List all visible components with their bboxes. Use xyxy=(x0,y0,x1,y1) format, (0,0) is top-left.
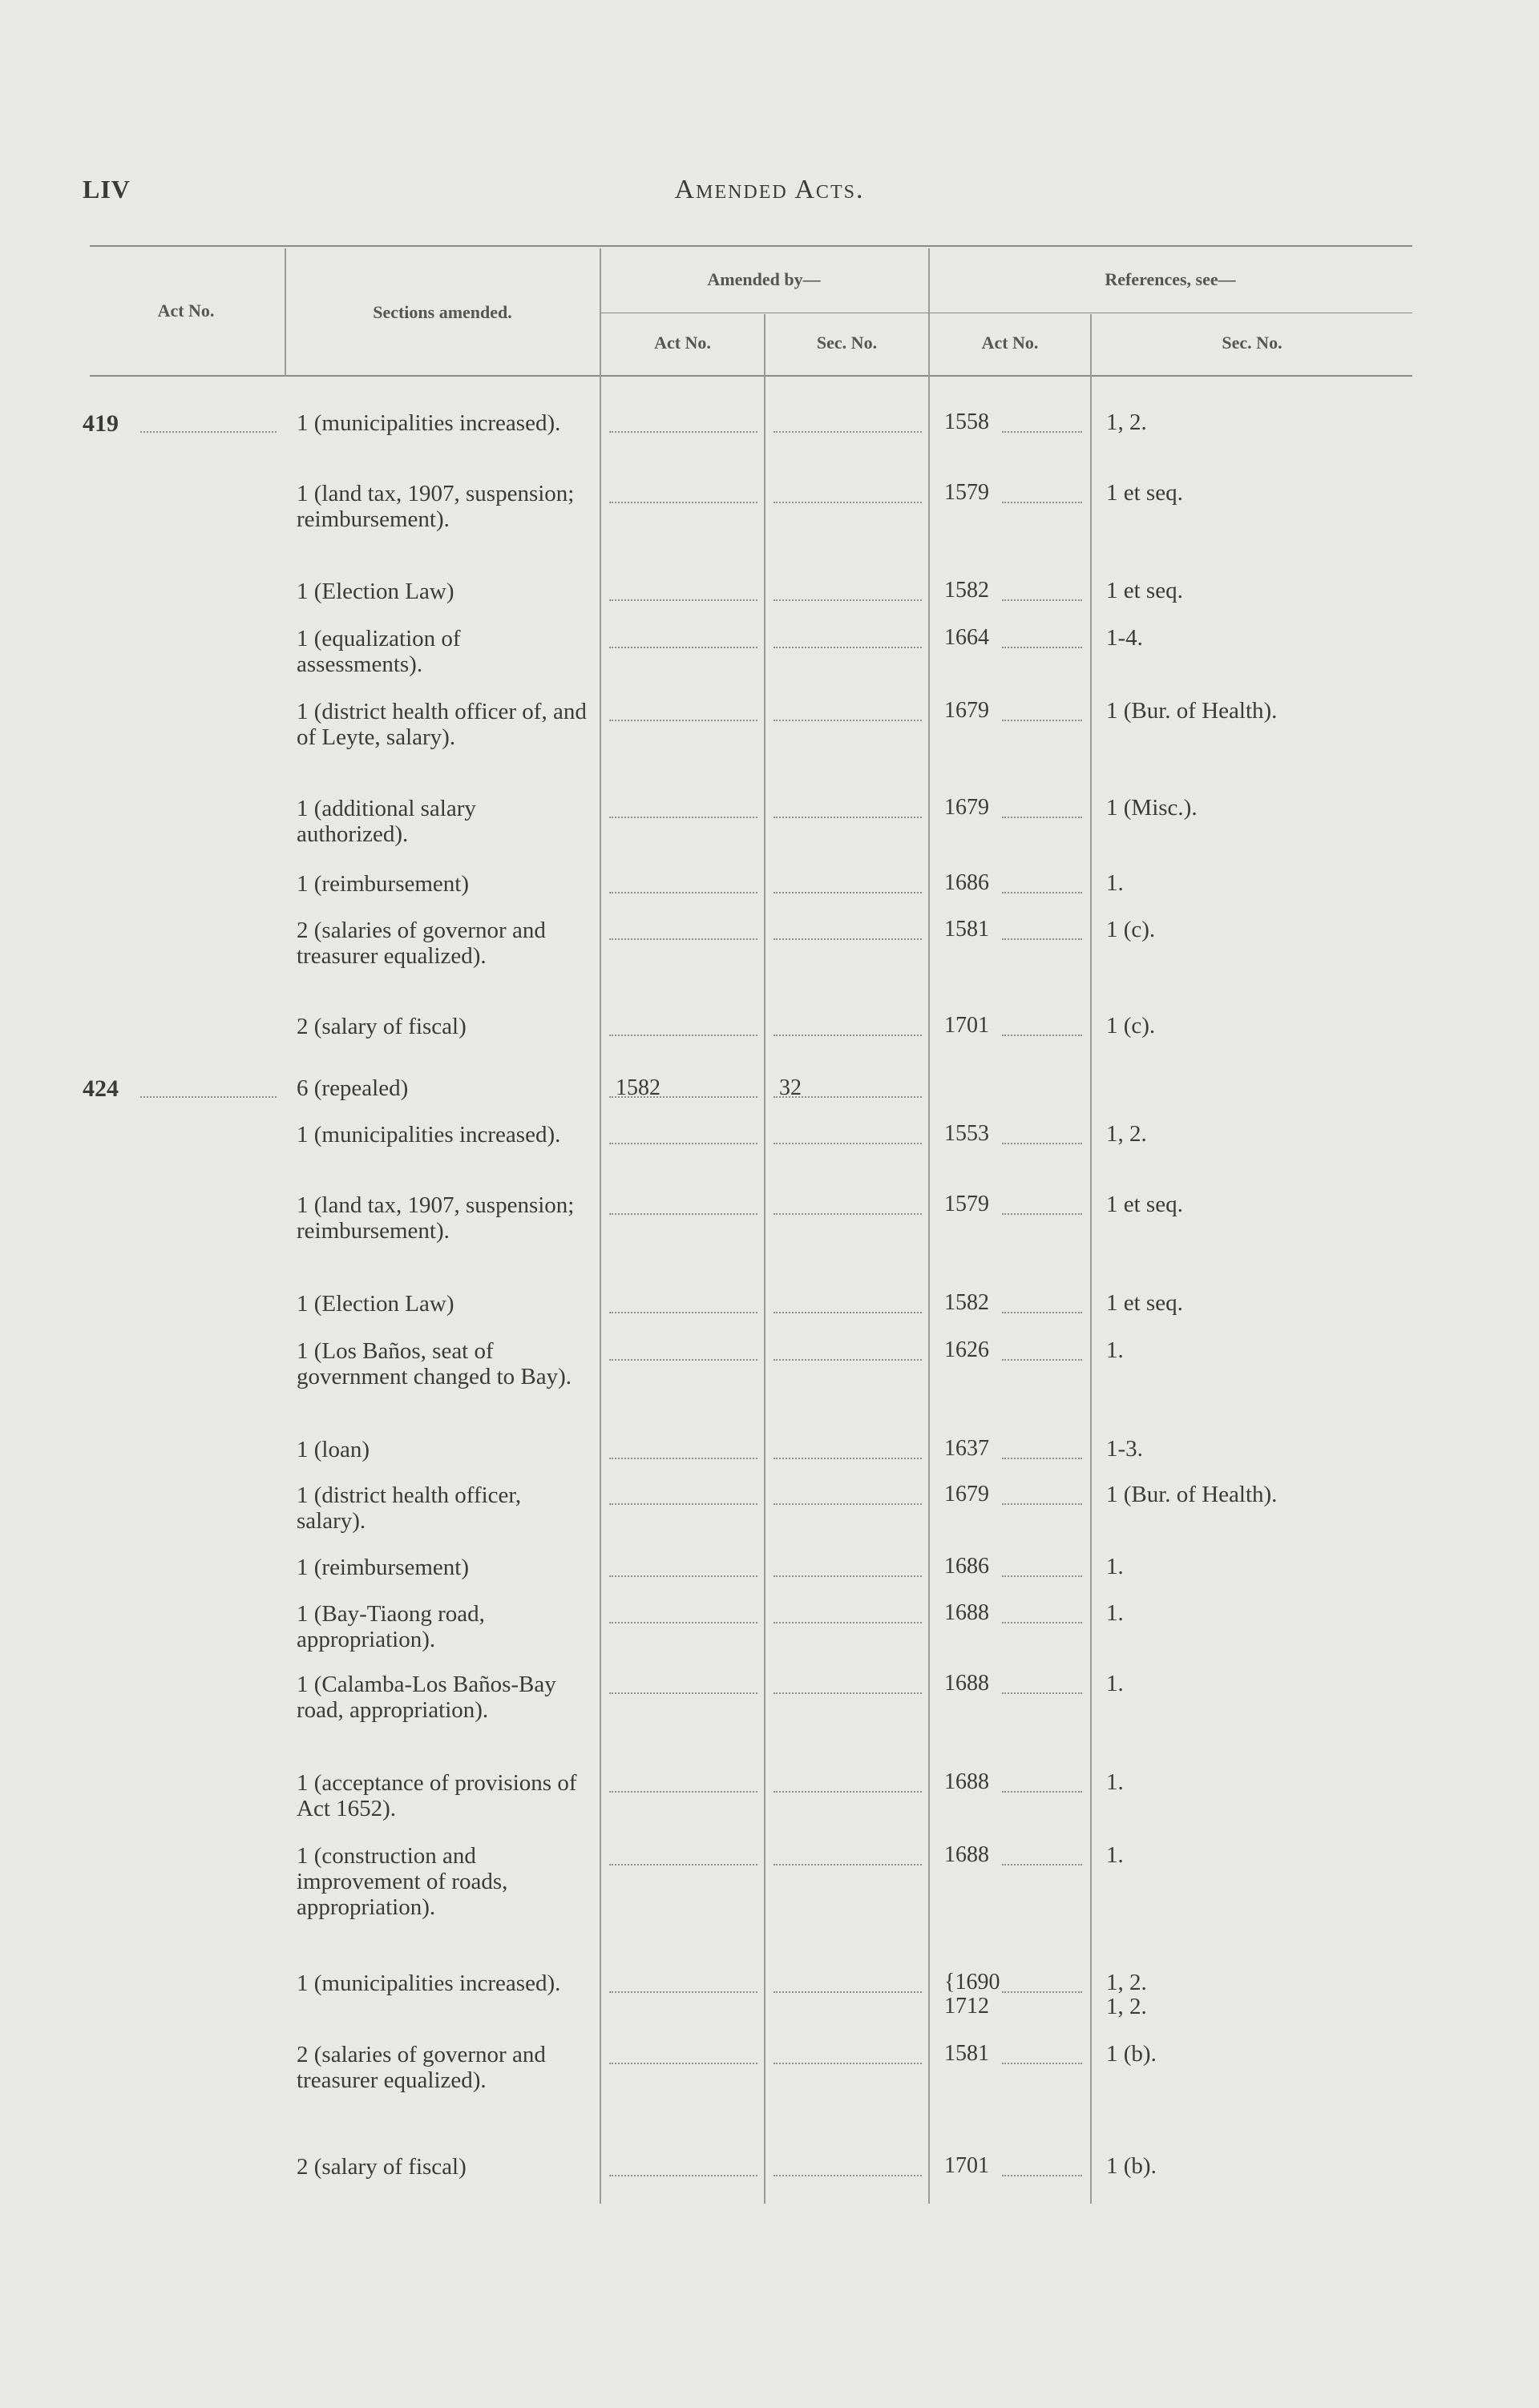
page-title: Amended Acts. xyxy=(674,175,865,204)
page-number: LIV xyxy=(83,175,131,204)
reference-section-number: 1 (c). xyxy=(1106,917,1156,942)
section-amended: 1 (municipalities increased). xyxy=(297,1970,561,1996)
section-amended: 1 (acceptance of provisions of Act 1652). xyxy=(297,1770,577,1821)
leader-dots xyxy=(1002,502,1082,503)
leader-dots xyxy=(609,1359,757,1361)
reference-section-number: 1 et seq. xyxy=(1106,480,1183,506)
leader-dots xyxy=(1002,1864,1082,1865)
reference-section-number: 1 (c). xyxy=(1106,1013,1156,1039)
leader-dots xyxy=(774,1359,922,1361)
leader-dots xyxy=(774,1458,922,1459)
header-act-no: Act No. xyxy=(157,300,215,321)
reference-act-number: 1688 xyxy=(944,1600,989,1625)
leader-dots xyxy=(1002,647,1082,648)
section-amended: 1 (district health officer, salary). xyxy=(297,1482,522,1534)
reference-section-number: 1. xyxy=(1106,1337,1124,1363)
header-sections-amended: Sections amended. xyxy=(373,302,512,322)
section-amended: 2 (salary of fiscal) xyxy=(297,2154,467,2180)
reference-section-number: 1. xyxy=(1106,1600,1124,1626)
leader-dots xyxy=(774,1991,922,1993)
reference-section-number: 1-3. xyxy=(1106,1436,1143,1462)
act-number: 424 xyxy=(83,1075,119,1102)
leader-dots xyxy=(774,1692,922,1694)
leader-dots xyxy=(609,599,757,601)
section-amended: 1 (Election Law) xyxy=(297,579,454,604)
section-amended: 1 (Election Law) xyxy=(297,1291,454,1317)
leader-dots xyxy=(609,1035,757,1036)
act-number: 419 xyxy=(83,410,119,437)
reference-section-number: 1 et seq. xyxy=(1106,1192,1183,1217)
leader-dots xyxy=(609,1991,757,1993)
reference-act-number: 1626 xyxy=(944,1337,989,1362)
reference-act-number: 1664 xyxy=(944,625,989,650)
leader-dots xyxy=(609,720,757,721)
leader-dots xyxy=(609,1503,757,1505)
header-amended-act: Act No. xyxy=(654,333,711,353)
leader-dots xyxy=(774,2063,922,2064)
section-amended: 1 (reimbursement) xyxy=(297,871,470,897)
section-amended: 1 (loan) xyxy=(297,1437,370,1462)
reference-section-number: 1 (b). xyxy=(1106,2153,1157,2179)
leader-dots xyxy=(609,817,757,818)
leader-dots xyxy=(774,1035,922,1036)
reference-section-number: 1. xyxy=(1106,1671,1124,1696)
leader-dots xyxy=(774,720,922,721)
section-amended: 1 (Calamba-Los Baños-Bay road, appropriation). xyxy=(297,1672,556,1723)
reference-section-number: 1-4. xyxy=(1106,625,1143,651)
leader-dots xyxy=(774,1864,922,1865)
section-amended: 1 (construction and improvement of roads, appropriation). xyxy=(297,1843,508,1920)
leader-dots xyxy=(774,938,922,940)
leader-dots xyxy=(1002,1312,1082,1313)
col-divider-4 xyxy=(928,248,930,2204)
reference-act-number: 1582 xyxy=(944,578,989,603)
leader-dots xyxy=(774,1503,922,1505)
leader-dots xyxy=(609,1622,757,1623)
leader-dots xyxy=(609,1575,757,1577)
leader-dots xyxy=(774,817,922,818)
reference-act-number: 1688 xyxy=(944,1769,989,1794)
leader-dots xyxy=(774,1312,922,1313)
reference-act-number: 1679 xyxy=(944,795,989,820)
leader-dots xyxy=(774,2175,922,2176)
header-ref-act: Act No. xyxy=(981,333,1039,353)
table-top-rule xyxy=(90,245,1412,247)
section-amended: 1 (land tax, 1907, suspension; reimbursement). xyxy=(297,1192,575,1244)
leader-dots xyxy=(774,599,922,601)
leader-dots xyxy=(1002,2063,1082,2064)
leader-dots xyxy=(1002,1575,1082,1577)
reference-section-number: 1 et seq. xyxy=(1106,578,1183,603)
reference-act-number: 1679 xyxy=(944,698,989,723)
reference-act-number: 1558 xyxy=(944,409,989,434)
reference-section-number: 1. xyxy=(1106,870,1124,896)
leader-dots xyxy=(774,892,922,893)
reference-section-number: 1. xyxy=(1106,1769,1124,1795)
section-amended: 1 (municipalities increased). xyxy=(297,410,561,436)
section-amended: 1 (municipalities increased). xyxy=(297,1122,561,1148)
leader-dots xyxy=(774,1791,922,1793)
leader-dots xyxy=(609,1312,757,1313)
section-amended: 1 (land tax, 1907, suspension; reimbursement). xyxy=(297,481,575,532)
leader-dots xyxy=(609,1791,757,1793)
leader-dots xyxy=(609,1143,757,1144)
leader-dots xyxy=(774,647,922,648)
leader-dots xyxy=(1002,1035,1082,1036)
section-amended: 1 (Los Baños, seat of government changed to Bay). xyxy=(297,1338,572,1390)
header-bottom-rule xyxy=(90,375,1412,377)
leader-dots xyxy=(1002,1791,1082,1793)
reference-act-number: {1690 1712 xyxy=(944,1970,1000,2019)
leader-dots xyxy=(1002,720,1082,721)
reference-section-number: 1. xyxy=(1106,1554,1124,1579)
section-amended: 2 (salary of fiscal) xyxy=(297,1014,467,1039)
leader-dots xyxy=(1002,1503,1082,1505)
reference-act-number: 1701 xyxy=(944,2153,989,2178)
leader-dots xyxy=(609,502,757,503)
reference-act-number: 1579 xyxy=(944,480,989,505)
section-amended: 1 (reimbursement) xyxy=(297,1555,470,1580)
reference-act-number: 1701 xyxy=(944,1013,989,1038)
reference-section-number: 1, 2. xyxy=(1106,409,1147,435)
leader-dots xyxy=(1002,1692,1082,1694)
reference-act-number: 1686 xyxy=(944,870,989,895)
leader-dots xyxy=(1002,892,1082,893)
reference-section-number: 1 (b). xyxy=(1106,2041,1157,2067)
reference-section-number: 1 (Bur. of Health). xyxy=(1106,698,1278,724)
leader-dots xyxy=(1002,1213,1082,1215)
reference-section-number: 1. xyxy=(1106,1842,1124,1868)
header-references: References, see— xyxy=(1105,269,1236,289)
section-amended: 1 (Bay-Tiaong road, appropriation). xyxy=(297,1601,485,1652)
leader-dots xyxy=(609,2175,757,2176)
reference-section-number: 1, 2. xyxy=(1106,1121,1147,1147)
reference-act-number: 1579 xyxy=(944,1192,989,1216)
col-divider-5 xyxy=(1090,314,1092,2204)
leader-dots xyxy=(774,502,922,503)
leader-dots xyxy=(1002,2175,1082,2176)
leader-dots xyxy=(609,1213,757,1215)
reference-section-number: 1 et seq. xyxy=(1106,1290,1183,1316)
amended-section-number: 32 xyxy=(779,1075,802,1100)
section-amended: 2 (salaries of governor and treasurer equalized). xyxy=(297,2042,546,2093)
reference-act-number: 1688 xyxy=(944,1671,989,1696)
header-amended-by: Amended by— xyxy=(707,269,821,289)
leader-dots xyxy=(609,892,757,893)
leader-dots xyxy=(609,1692,757,1694)
leader-dots xyxy=(1002,1458,1082,1459)
leader-dots xyxy=(774,431,922,433)
leader-dots xyxy=(1002,817,1082,818)
leader-dots xyxy=(1002,1143,1082,1144)
reference-act-number: 1581 xyxy=(944,917,989,942)
section-amended: 1 (additional salary authorized). xyxy=(297,796,476,847)
leader-dots xyxy=(609,647,757,648)
header-amended-sec: Sec. No. xyxy=(816,333,878,353)
leader-dots xyxy=(774,1143,922,1144)
col-divider-2 xyxy=(600,248,601,2204)
leader-dots xyxy=(774,1622,922,1623)
reference-act-number: 1581 xyxy=(944,2041,989,2066)
section-amended: 1 (equalization of assessments). xyxy=(297,626,461,677)
leader-dots xyxy=(140,1096,277,1098)
reference-section-number: 1 (Misc.). xyxy=(1106,795,1198,821)
section-amended: 2 (salaries of governor and treasurer equalized). xyxy=(297,918,546,969)
reference-act-number: 1686 xyxy=(944,1554,989,1579)
leader-dots xyxy=(609,1864,757,1865)
leader-dots xyxy=(609,938,757,940)
reference-section-number: 1 (Bur. of Health). xyxy=(1106,1482,1278,1507)
reference-act-number: 1637 xyxy=(944,1436,989,1461)
reference-act-number: 1679 xyxy=(944,1482,989,1507)
leader-dots xyxy=(1002,599,1082,601)
leader-dots xyxy=(1002,431,1082,433)
leader-dots xyxy=(1002,1622,1082,1623)
leader-dots xyxy=(140,431,277,433)
reference-act-number: 1582 xyxy=(944,1290,989,1315)
leader-dots xyxy=(609,2063,757,2064)
leader-dots xyxy=(1002,938,1082,940)
leader-dots xyxy=(609,1458,757,1459)
reference-act-number: 1553 xyxy=(944,1121,989,1146)
amended-act-number: 1582 xyxy=(616,1075,660,1100)
header-ref-sec: Sec. No. xyxy=(1222,333,1282,353)
leader-dots xyxy=(1002,1991,1082,1993)
section-amended: 1 (district health officer of, and of Leyte, salary). xyxy=(297,699,587,750)
col-divider-1 xyxy=(285,248,286,377)
leader-dots xyxy=(774,1575,922,1577)
section-amended: 6 (repealed) xyxy=(297,1075,409,1101)
leader-dots xyxy=(609,431,757,433)
leader-dots xyxy=(1002,1359,1082,1361)
leader-dots xyxy=(774,1213,922,1215)
reference-section-number: 1, 2. 1, 2. xyxy=(1106,1970,1147,2019)
reference-act-number: 1688 xyxy=(944,1842,989,1867)
col-divider-3 xyxy=(764,314,765,2204)
